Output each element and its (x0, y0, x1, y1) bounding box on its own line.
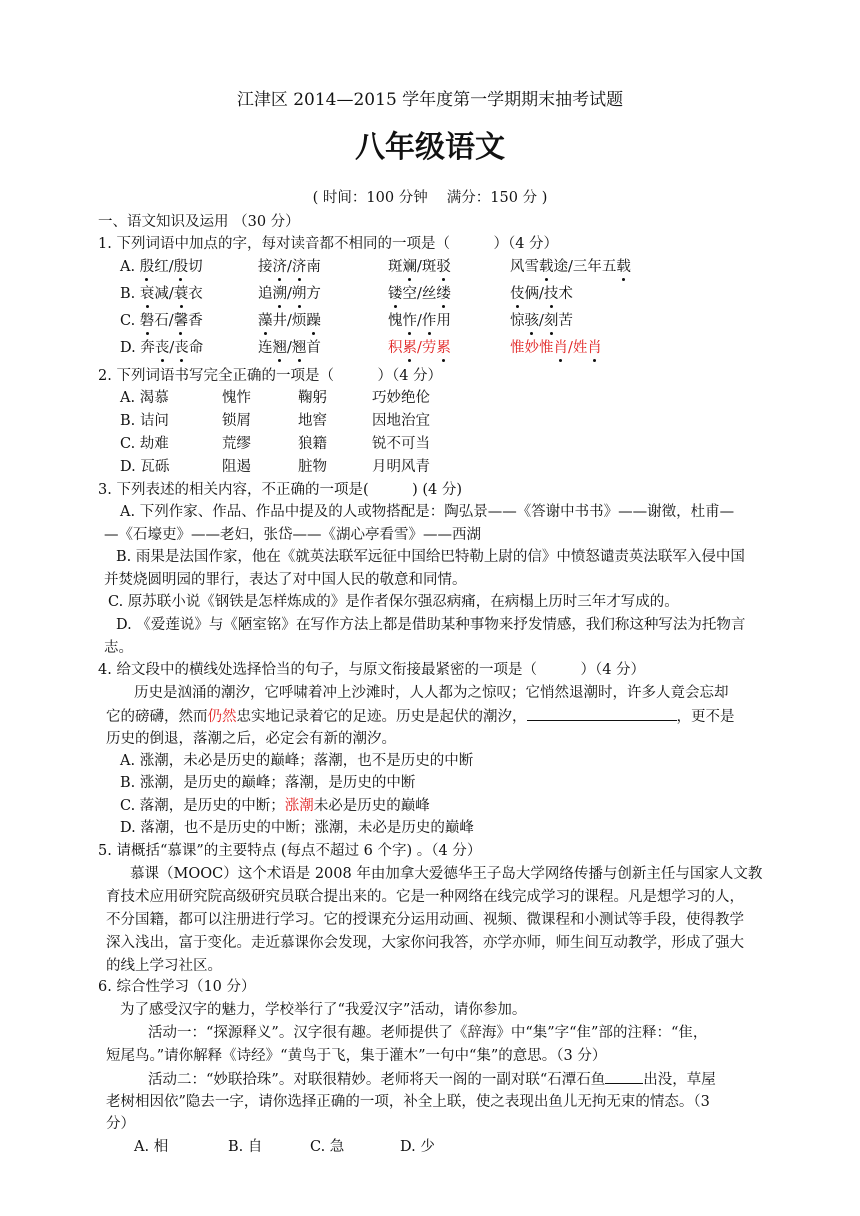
q2-c-c3: 狼籍 (298, 436, 327, 452)
subject-title: 八年级语文 (355, 130, 505, 165)
q4-passage-line1: 历史是汹涌的潮汐，它呼啸着冲上沙滩时，人人都为之惊叹；它悄然退潮时，许多人竟会忘却 (134, 685, 729, 701)
q6-activity2-seg2: 出没，草屋 (643, 1072, 716, 1088)
q3-stem: 3. 下列表述的相关内容，不正确的一项是( ) (4 分) (98, 482, 463, 498)
q1-c-c1: C. 磐石/馨香 (120, 313, 203, 329)
q4-option-c-seg2: 未必是历史的巅峰 (313, 798, 430, 814)
time-score-line: ( 时间：100 分钟 满分：150 分 ) (312, 190, 548, 206)
q4-option-a: A. 涨潮，未必是历史的巅峰；落潮，也不是历史的中断 (120, 753, 474, 769)
q1-d-c1: D. 奔丧/丧命 (120, 340, 204, 356)
q1-c-c3: 愧怍/作用 (388, 313, 451, 329)
q6-option-b: B. 自 (228, 1139, 263, 1155)
q2-c-c2: 荒缪 (222, 436, 251, 452)
q6-activity2-line1 (148, 1069, 716, 1090)
q6-activity2-seg1: 活动二：“妙联拾珠”。对联很精妙。老师将天一阁的一副对联“石潭石鱼 (148, 1072, 606, 1088)
q2-a-c2: 愧怍 (222, 390, 251, 406)
q6-activity1-line2: 短尾鸟。”请你解释《诗经》“黄鸟于飞，集于灌木”一句中“集”的意思。（3 分） (106, 1048, 607, 1064)
q6-activity2-line3: 分） (106, 1116, 135, 1132)
q3-option-d-line1: D. 《爱莲说》与《陋室铭》在写作方法上都是借助某种事物来抒发情感，我们称这种写法为托物言 (116, 617, 746, 633)
q3-option-b-line1: B. 雨果是法国作家，他在《就英法联军远征中国给巴特勒上尉的信》中愤怒谴责英法联军入侵中国 (116, 549, 745, 565)
q2-d-c3: 脏物 (298, 459, 327, 475)
q1-c-c2: 藻井/烦躁 (258, 313, 321, 329)
q6-intro: 为了感受汉字的魅力，学校举行了“我爱汉字”活动，请你参加。 (120, 1002, 527, 1018)
q2-stem: 2. 下列词语书写完全正确的一项是（ ）（4 分） (98, 368, 443, 384)
q6-option-a: A. 相 (134, 1139, 169, 1155)
q5-stem: 5. 请概括“慕课”的主要特点 (每点不超过 6 个字) 。（4 分） (98, 843, 482, 859)
q4-option-c-red-word: 涨潮 (284, 798, 314, 814)
q4-option-c (120, 796, 430, 816)
q1-a-c4: 风雪载途/三年五载 (510, 259, 631, 275)
q4-passage-red-word: 仍然 (207, 709, 237, 725)
q2-d-c2: 阻遏 (222, 459, 251, 475)
q5-passage-line5: 的线上学习社区。 (106, 958, 222, 974)
q3-option-b-line2: 并焚烧圆明园的罪行，表达了对中国人民的敬意和同情。 (104, 572, 467, 588)
q1-a-c1: A. 殷红/殷切 (120, 259, 203, 275)
q4-passage-line3: 历史的倒退，落潮之后，必定会有新的潮汐。 (106, 731, 396, 747)
q4-stem: 4. 给文段中的横线处选择恰当的句子，与原文衔接最紧密的一项是（ ）（4 分） (98, 662, 646, 678)
exam-title: 江津区 2014—2015 学年度第一学期期末抽考试题 (236, 90, 624, 110)
q3-option-d-line2: 志。 (104, 640, 133, 656)
q1-b-c4: 伎俩/技术 (510, 286, 573, 302)
q6-couplet-blank[interactable] (605, 1069, 643, 1084)
q5-passage-line1: 慕课（MOOC）这个术语是 2008 年由加拿大爱德华王子岛大学网络传播与创新主任与国家人文教 (130, 866, 763, 882)
q1-b-c2: 追溯/朔方 (258, 286, 321, 302)
q5-passage-line4: 深入浅出，富于变化。走近慕课你会发现，大家你问我答，亦学亦师，师生间互动教学，形成了强大 (106, 935, 744, 951)
q5-passage-line2: 育技术应用研究院高级研究员联合提出来的。它是一种网络在线完成学习的课程。凡是想学习的人， (106, 889, 744, 905)
q2-b-c3: 地窖 (298, 413, 327, 429)
q2-a-c4: 巧妙绝伦 (372, 390, 430, 406)
q1-a-c2: 接济/济南 (258, 259, 321, 275)
q4-passage-seg3: ，更不是 (676, 709, 735, 725)
q2-b-c4: 因地治宜 (372, 413, 430, 429)
q4-option-b: B. 涨潮，是历史的巅峰；落潮，是历史的中断 (120, 775, 416, 791)
q4-option-c-seg1: C. 落潮，是历史的中断； (120, 798, 285, 814)
section-heading: 一、语文知识及运用 （30 分） (98, 214, 300, 230)
q2-a-c1: A. 渴慕 (120, 390, 169, 406)
q1-d-c3: 积累/劳累 (388, 340, 451, 356)
q6-activity2-line2: 老树相因依”隐去一字，请你选择正确的一项，补全上联，使之表现出鱼儿无拘无束的情态。（3 (106, 1094, 710, 1110)
q2-c-c4: 锐不可当 (372, 436, 430, 452)
q2-a-c3: 鞠躬 (298, 390, 327, 406)
q1-d-c2: 连翘/翘首 (258, 340, 321, 356)
q2-c-c1: C. 劫难 (120, 436, 169, 452)
q1-b-c3: 镂空/丝缕 (388, 286, 451, 302)
q1-a-c3: 斑斓/斑驳 (388, 259, 451, 275)
q4-passage-seg2: 忠实地记录着它的足迹。历史是起伏的潮汐， (236, 709, 527, 725)
q6-option-d: D. 少 (400, 1139, 435, 1155)
q3-option-a-line2: —《石壕吏》——老妇，张岱——《湖心亭看雪》——西湖 (104, 527, 481, 543)
q3-option-a-line1: A. 下列作家、作品、作品中提及的人或物搭配是：陶弘景——《答谢中书书》——谢徵，杜甫— (120, 504, 735, 520)
q4-passage-seg1: 它的磅礴，然而 (106, 709, 208, 725)
q2-b-c1: B. 诘问 (120, 413, 169, 429)
q5-passage-line3: 不分国籍，都可以注册进行学习。它的授课充分运用动画、视频、微课程和小测试等手段，使得教学 (106, 912, 744, 928)
q4-passage-line2 (106, 706, 735, 727)
q1-b-c1: B. 衰减/蓑衣 (120, 286, 203, 302)
q6-option-c: C. 急 (310, 1139, 345, 1155)
q2-b-c2: 锁屑 (222, 413, 251, 429)
q2-d-c4: 月明风青 (372, 459, 430, 475)
q6-activity1-line1: 活动一：“探源释义”。汉字很有趣。老师提供了《辞海》中“集”字“隹”部的注释：“隹， (148, 1025, 708, 1041)
q1-stem: 1. 下列词语中加点的字，每对读音都不相同的一项是（ ）（4 分） (98, 236, 559, 252)
q2-d-c1: D. 瓦砾 (120, 459, 170, 475)
q3-option-c: C. 原苏联小说《钢铁是怎样炼成的》是作者保尔强忍病痛，在病榻上历时三年才写成的。 (108, 594, 679, 610)
q4-option-d: D. 落潮，也不是历史的中断；涨潮，未必是历史的巅峰 (120, 820, 474, 836)
q6-stem: 6. 综合性学习（10 分） (98, 979, 256, 995)
q1-c-c4: 惊骇/刻苦 (510, 313, 573, 329)
q4-answer-blank[interactable] (527, 706, 677, 721)
q1-d-c4: 惟妙惟肖/姓肖 (510, 340, 602, 356)
